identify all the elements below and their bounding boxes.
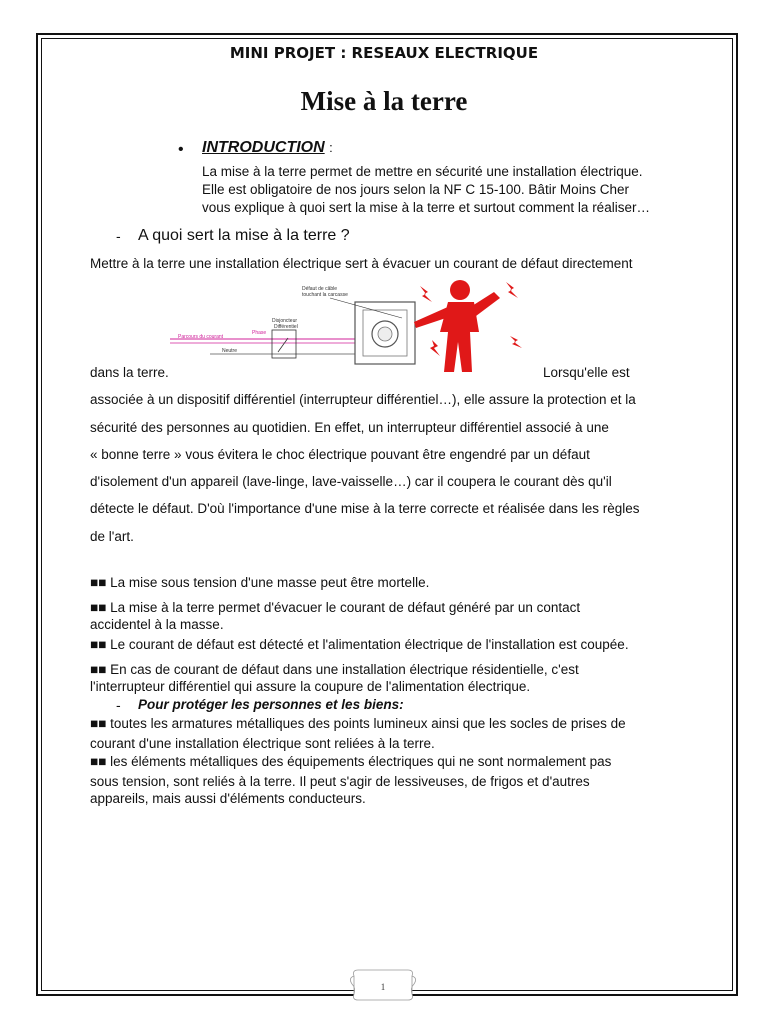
intro-line: La mise à la terre permet de mettre en sécurité une installation électrique.	[202, 164, 643, 179]
introduction-heading	[202, 139, 333, 157]
section-heading: A quoi sert la mise à la terre ?	[138, 227, 350, 244]
body-line: « bonne terre » vous évitera le choc électrique pouvant être engendré par un défaut	[90, 447, 590, 462]
square-bullet-icon: ■■	[90, 716, 107, 731]
bullet-line: accidentel à la masse.	[90, 617, 224, 632]
section-dash: -	[116, 228, 121, 244]
section-dash: -	[116, 697, 121, 713]
page-number: 1	[380, 982, 386, 992]
square-bullet-icon: ■■	[90, 662, 107, 677]
bullet-line: courant d'une installation électrique sont reliées à la terre.	[90, 736, 435, 751]
body-line: associée à un dispositif différentiel (interrupteur différentiel…), elle assure la protection et la	[90, 392, 636, 407]
body-line: de l'art.	[90, 529, 134, 544]
bullet-line	[90, 754, 611, 769]
bullet-line: sous tension, sont reliés à la terre. Il peut s'agir de lessiveuses, de frigos et d'autres	[90, 774, 590, 789]
page-number-scroll	[346, 966, 418, 1002]
introduction-colon: :	[329, 140, 333, 155]
diagram-label-fault-path: Parcours du courant	[178, 334, 224, 340]
document-header: MINI PROJET : RESEAUX ELECTRIQUE	[229, 44, 539, 62]
bullet-line: l'interrupteur différentiel qui assure la coupure de l'alimentation électrique.	[90, 679, 531, 694]
square-bullet-icon: ■■	[90, 637, 107, 652]
bullet-text: La mise à la terre permet d'évacuer le courant de défaut généré par un contact	[110, 600, 581, 615]
diagram-label-fault: Défaut de câble	[302, 286, 338, 292]
bullet-line	[90, 600, 580, 615]
square-bullet-icon: ■■	[90, 600, 107, 615]
bullet-line	[90, 662, 579, 677]
intro-line: Elle est obligatoire de nos jours selon la NF C 15-100. Bâtir Moins Cher	[202, 182, 629, 197]
bullet-text: En cas de courant de défaut dans une installation électrique résidentielle, c'est	[110, 662, 579, 677]
bullet-text: Le courant de défaut est détecté et l'alimentation électrique de l'installation est coupée.	[110, 637, 629, 652]
diagram-label-breaker: Disjoncteur	[272, 318, 298, 324]
body-line: Mettre à la terre une installation électrique sert à évacuer un courant de défaut directement	[90, 256, 633, 271]
bullet-text: toutes les armatures métalliques des points lumineux ainsi que les socles de prises de	[110, 716, 626, 731]
bullet-line	[90, 716, 626, 731]
intro-line: vous explique à quoi sert la mise à la terre et surtout comment la réaliser…	[202, 200, 650, 215]
body-line: d'isolement d'un appareil (lave-linge, lave-vaisselle…) car il coupera le courant dès qu'il	[90, 474, 612, 489]
body-line: Lorsqu'elle est	[543, 365, 630, 380]
bullet-text: les éléments métalliques des équipements électriques qui ne sont normalement pas	[110, 754, 612, 769]
introduction-heading-text: INTRODUCTION	[202, 139, 325, 156]
body-line: dans la terre.	[90, 365, 169, 380]
diagram-label-phase: Phase	[252, 330, 267, 336]
body-line: sécurité des personnes au quotidien. En effet, un interrupteur différentiel associé à une	[90, 420, 609, 435]
bullet-marker: •	[178, 141, 184, 158]
square-bullet-icon: ■■	[90, 754, 107, 769]
bullet-line	[90, 637, 629, 652]
section-subheading: Pour protéger les personnes et les biens:	[138, 697, 404, 712]
body-line: détecte le défaut. D'où l'importance d'une mise à la terre correcte et réalisée dans les règles	[90, 501, 640, 516]
bullet-text: La mise sous tension d'une masse peut être mortelle.	[110, 575, 430, 590]
square-bullet-icon: ■■	[90, 575, 107, 590]
bullet-line	[90, 575, 429, 590]
earthing-diagram	[170, 276, 530, 380]
diagram-label-neutral: Neutre	[222, 348, 238, 354]
bullet-line: appareils, mais aussi d'éléments conducteurs.	[90, 791, 366, 806]
page-title: Mise à la terre	[300, 86, 468, 116]
diagram-label-breaker-2: Différentiel	[274, 324, 298, 330]
person-shock-icon	[414, 280, 500, 372]
diagram-label-fault-2: touchant la carcasse	[302, 292, 348, 298]
